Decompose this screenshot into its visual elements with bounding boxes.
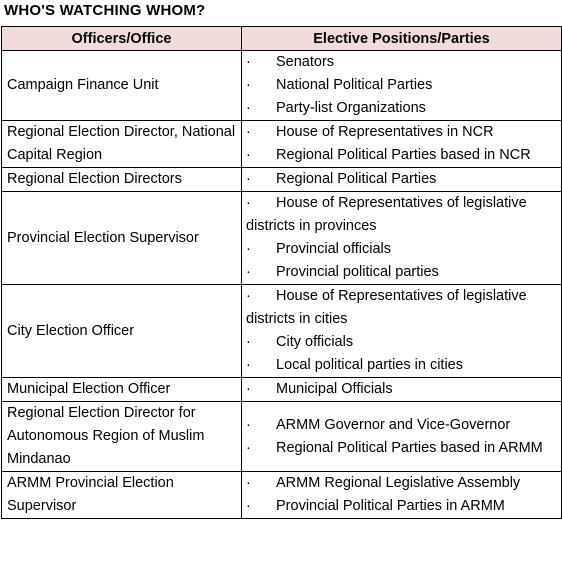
position-item <box>246 51 559 74</box>
office-cell: City Election Officer <box>2 285 242 378</box>
bullet-marker: · <box>246 381 251 397</box>
position-item <box>246 437 559 460</box>
position-text: Provincial political parties <box>276 264 439 280</box>
position-item <box>246 261 559 284</box>
position-item <box>246 331 559 354</box>
oversight-table <box>1 26 562 519</box>
office-cell: Regional Election Director for Autonomous Region of Muslim Mindanao <box>2 402 242 472</box>
position-text: ARMM Regional Legislative Assembly <box>276 475 521 491</box>
table-header-row <box>2 27 562 51</box>
position-item <box>246 354 559 377</box>
positions-cell <box>242 472 562 519</box>
bullet-marker: · <box>246 498 251 514</box>
position-text: City officials <box>276 334 354 350</box>
position-item <box>246 414 559 437</box>
position-text: Provincial officials <box>276 241 391 257</box>
position-item <box>246 378 559 401</box>
table-row <box>2 402 562 472</box>
bullet-marker: · <box>246 475 251 491</box>
position-text: Local political parties in cities <box>276 357 463 373</box>
bullet-marker: · <box>246 288 251 304</box>
position-text: Municipal Officials <box>276 381 393 397</box>
table-row <box>2 285 562 378</box>
bullet-marker: · <box>246 54 251 70</box>
position-item <box>246 97 559 120</box>
positions-cell <box>242 378 562 402</box>
page-title: WHO'S WATCHING WHOM? <box>4 2 206 19</box>
position-item <box>246 495 559 518</box>
positions-cell <box>242 192 562 285</box>
bullet-marker: · <box>246 416 251 433</box>
bullet-marker: · <box>246 357 251 373</box>
position-item <box>246 285 559 331</box>
position-item <box>246 472 559 495</box>
bullet-marker: · <box>246 124 251 140</box>
office-cell: ARMM Provincial Election Supervisor <box>2 472 242 519</box>
positions-cell <box>242 51 562 121</box>
table-row <box>2 168 562 192</box>
positions-cell <box>242 402 562 472</box>
table-row <box>2 472 562 519</box>
positions-cell <box>242 285 562 378</box>
position-text: House of Representatives of legislative districts in cities <box>246 288 527 327</box>
column-header-officers: Officers/Office <box>2 27 242 51</box>
bullet-marker: · <box>246 77 251 93</box>
position-text: Provincial Political Parties in ARMM <box>276 498 505 514</box>
table-row <box>2 378 562 402</box>
position-text: Party-list Organizations <box>276 100 426 116</box>
position-text: National Political Parties <box>276 77 433 93</box>
column-header-positions: Elective Positions/Parties <box>242 27 562 51</box>
position-item <box>246 168 559 191</box>
bullet-marker: · <box>246 334 251 350</box>
position-item <box>246 192 559 238</box>
bullet-marker: · <box>246 147 251 163</box>
position-item <box>246 144 559 167</box>
bullet-marker: · <box>246 264 251 280</box>
position-text: Regional Political Parties based in ARMM <box>276 439 543 456</box>
table-row <box>2 121 562 168</box>
position-text: Regional Political Parties based in NCR <box>276 147 531 163</box>
bullet-marker: · <box>246 241 251 257</box>
position-text: Regional Political Parties <box>276 171 437 187</box>
positions-cell <box>242 121 562 168</box>
position-item <box>246 121 559 144</box>
position-item <box>246 238 559 261</box>
office-cell: Regional Election Directors <box>2 168 242 192</box>
positions-cell <box>242 168 562 192</box>
office-cell: Provincial Election Supervisor <box>2 192 242 285</box>
office-cell: Campaign Finance Unit <box>2 51 242 121</box>
bullet-marker: · <box>246 439 251 456</box>
table-row <box>2 51 562 121</box>
table-row <box>2 192 562 285</box>
office-cell: Municipal Election Officer <box>2 378 242 402</box>
bullet-marker: · <box>246 171 251 187</box>
office-cell: Regional Election Director, National Capital Region <box>2 121 242 168</box>
bullet-marker: · <box>246 100 251 116</box>
position-text: Senators <box>276 54 335 70</box>
position-text: House of Representatives in NCR <box>276 124 494 140</box>
bullet-marker: · <box>246 195 251 211</box>
position-text: ARMM Governor and Vice-Governor <box>276 416 511 433</box>
position-item <box>246 74 559 97</box>
position-text: House of Representatives of legislative districts in provinces <box>246 195 527 234</box>
